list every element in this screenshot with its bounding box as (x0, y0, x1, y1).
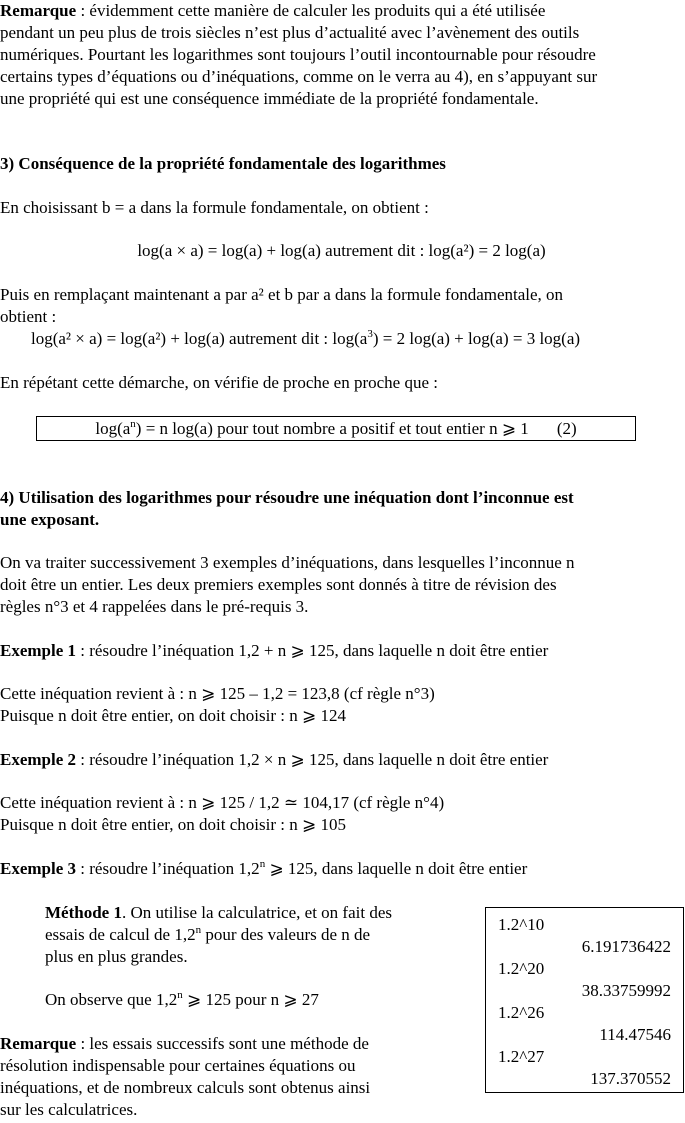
formula-1: log(a × a) = log(a) + log(a) autrement dit : log(a²) = 2 log(a) (137, 241, 546, 260)
example1-line: Puisque n doit être entier, on doit choisir : n ⩾ 124 (0, 706, 346, 725)
calc-result: 137.370552 (590, 1069, 671, 1088)
remark-bottom-line: sur les calculatrices. (0, 1100, 138, 1119)
section4-title: 4) Utilisation des logarithmes pour résoudre une inéquation dont l’inconnue est (0, 488, 574, 507)
section4-intro: On va traiter successivement 3 exemples d’inéquations, dans lesquelles l’inconnue n (0, 553, 575, 572)
method1-line: plus en plus grandes. (45, 947, 188, 966)
section4-intro: règles n°3 et 4 rappelées dans le pré-requis 3. (0, 597, 309, 616)
section3-title: 3) Conséquence de la propriété fondamentale des logarithmes (0, 154, 446, 173)
example1-line: Cette inéquation revient à : n ⩾ 125 – 1,2 = 123,8 (cf règle n°3) (0, 684, 435, 703)
remark-bottom-label: Remarque (0, 1034, 77, 1053)
section3-para2: obtient : (0, 307, 57, 326)
example2-line: Cette inéquation revient à : n ⩾ 125 / 1,2 ≃ 104,17 (cf règle n°4) (0, 793, 445, 812)
calc-input: 1.2^20 (498, 959, 545, 978)
calc-result: 114.47546 (599, 1025, 671, 1044)
method1-line: Méthode 1. On utilise la calculatrice, et on fait des (45, 903, 392, 922)
section4-intro: doit être un entier. Les deux premiers exemples sont donnés à titre de révision des (0, 575, 557, 594)
formula-number: (2) (556, 419, 577, 438)
remark-bottom-line: résolution indispensable pour certaines équations ou (0, 1056, 356, 1075)
calc-result: 38.33759992 (581, 981, 671, 1000)
remark-top-line: Remarque : évidemment cette manière de calculer les produits qui a été utilisée (0, 1, 546, 20)
calculator-screen (485, 907, 684, 1093)
example2-line: Puisque n doit être entier, on doit choisir : n ⩾ 105 (0, 815, 346, 834)
calc-input: 1.2^27 (498, 1047, 545, 1066)
remark-top-label: Remarque (0, 1, 77, 20)
remark-top-line: une propriété qui est une conséquence immédiate de la propriété fondamentale. (0, 89, 539, 108)
boxed-formula: $\log(a^n) = n$ log(a) pour tout nombre a positif et tout entier n ⩾ 1 (2) (36, 416, 636, 441)
example2-statement: Exemple 2 : résoudre l’inéquation 1,2 × n ⩾ 125, dans laquelle n doit être entier (0, 750, 549, 769)
remark-bottom-line: Remarque : les essais successifs sont une méthode de (0, 1034, 369, 1053)
remark-top-line: pendant un peu plus de trois siècles n’est plus d’actualité avec l’avènement des outils (0, 23, 580, 42)
section3-para2: Puis en remplaçant maintenant a par a² et b par a dans la formule fondamentale, on (0, 285, 564, 304)
calc-input: 1.2^10 (498, 915, 545, 934)
remark-top-line: certains types d’équations ou d’inéquations, comme on le verra au 4), en s’appuyant sur (0, 67, 598, 86)
remark-bottom-line: inéquations, et de nombreux calculs sont obtenus ainsi (0, 1078, 371, 1097)
section3-intro: En choisissant b = a dans la formule fondamentale, on obtient : (0, 198, 429, 217)
calc-result: 6.191736422 (581, 937, 671, 956)
example3-statement: Exemple 3 : résoudre l’inéquation 1,2$^n$ ⩾ 125, dans laquelle n doit être entier (0, 858, 528, 878)
method1-observation: On observe que 1,2$^n$ ⩾ 125 pour n ⩾ 27 (45, 989, 319, 1009)
method1-line: essais de calcul de 1,2$^n$ pour des valeurs de n de (45, 924, 371, 944)
calc-input: 1.2^26 (498, 1003, 545, 1022)
section4-title: une exposant. (0, 510, 100, 529)
formula-2: log(a² × a) = log(a²) + log(a) autrement dit : $\log(a^3) = 2$ log(a) + log(a) = 3 log(a) (31, 328, 581, 348)
remark-top-line: numériques. Pourtant les logarithmes sont toujours l’outil incontournable pour résoudre (0, 45, 596, 64)
example1-statement: Exemple 1 : résoudre l’inéquation 1,2 + n ⩾ 125, dans laquelle n doit être entier (0, 641, 549, 660)
section3-repeat: En répétant cette démarche, on vérifie de proche en proche que : (0, 373, 438, 392)
